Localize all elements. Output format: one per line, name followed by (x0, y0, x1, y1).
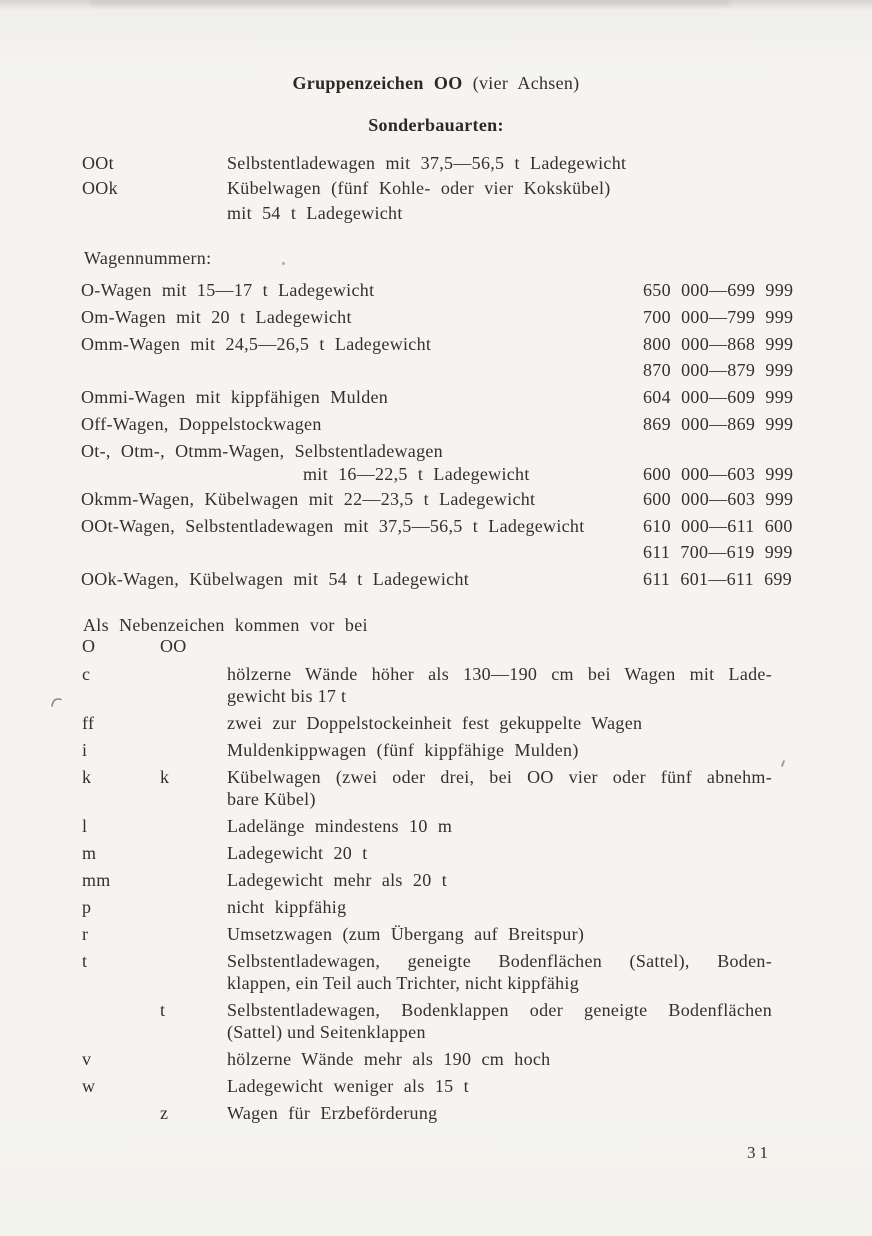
number-range-line: 600 000—603 999 (643, 464, 794, 484)
text-line: OOt-Wagen, Selbstentladewagen mit 37,5—56,5 t Ladegewicht (81, 516, 585, 536)
letter-code-o (82, 999, 160, 1043)
letter-code-oo (160, 815, 227, 837)
wagennummern-heading: Wagennummern: (84, 248, 212, 268)
number-range (643, 411, 793, 437)
letter-code-o: mm (82, 870, 111, 890)
number-range (643, 277, 793, 303)
text-line: mit 54 t Ladegewicht (227, 203, 403, 223)
letter-code-o: w (82, 1076, 96, 1096)
letter-code-o: v (82, 1049, 92, 1069)
letter-description (227, 766, 772, 810)
letter-code-o (82, 1102, 160, 1124)
page-title-regular: (vier Achsen) (462, 73, 580, 93)
wagennummern-row (81, 513, 792, 565)
letter-description (227, 999, 772, 1043)
text-line: Umsetzwagen (zum Übergang auf Breitspur) (227, 924, 585, 944)
handwritten-mark-artifact (50, 694, 63, 708)
nebenzeichen-row (82, 712, 772, 734)
text-line: Selbstentladewagen, Bodenklappen oder geneigte Bodenflächen (227, 1000, 772, 1020)
letter-code-o: i (82, 740, 88, 760)
letter-description (227, 815, 772, 837)
sonderbauart-row (82, 151, 782, 176)
text-line: Om-Wagen mit 20 t Ladegewicht (81, 307, 352, 327)
letter-code-oo (160, 950, 227, 994)
text-line: klappen, ein Teil auch Trichter, nicht kippfähig (227, 973, 580, 993)
wagon-description (81, 304, 643, 330)
text-line: Off-Wagen, Doppelstockwagen (81, 414, 322, 434)
text-line: Selbstentladewagen mit 37,5—56,5 t Ladegewicht (227, 153, 627, 173)
nebenzeichen-row (82, 739, 772, 761)
text-line: hölzerne Wände mehr als 190 cm hoch (227, 1049, 551, 1069)
wagon-description (81, 411, 643, 437)
text-line: (Sattel) und Seitenklappen (227, 1022, 426, 1042)
nebenzeichen-row (82, 950, 772, 994)
letter-code-o: r (82, 924, 89, 944)
text-line: OOk-Wagen, Kübelwagen mit 54 t Ladegewicht (81, 569, 470, 589)
number-range-line: 700 000—799 999 (643, 307, 794, 327)
letter-description (227, 896, 772, 918)
letter-code-o: ff (82, 713, 95, 733)
letter-code-oo (160, 1048, 227, 1070)
number-range-line: 600 000—603 999 (643, 489, 794, 509)
letter-code-o: c (82, 664, 91, 684)
wagon-description (81, 513, 643, 565)
number-range-line: 611 601—611 699 (643, 569, 792, 589)
wagennummern-row (81, 277, 792, 303)
nebenzeichen-row (82, 842, 772, 864)
nebenzeichen-row (82, 1048, 772, 1070)
number-range (643, 304, 793, 330)
text-line: Ommi-Wagen mit kippfähigen Mulden (81, 387, 389, 407)
number-range-line: 604 000—609 999 (643, 387, 794, 407)
letter-code-oo (160, 712, 227, 734)
letter-description (227, 950, 772, 994)
wagennummern-row (81, 411, 792, 437)
text-line: Muldenkippwagen (fünf kippfähige Mulden) (227, 740, 579, 760)
number-range-line (643, 438, 793, 464)
wagon-description (227, 176, 782, 226)
column-header-oo: OO (160, 636, 187, 656)
text-line: hölzerne Wände höher als 130—190 cm bei Wagen mit Lade- (227, 664, 772, 684)
wagon-code: OOk (82, 178, 118, 198)
number-range-line: 869 000—869 999 (643, 414, 794, 434)
wagennummern-row (81, 438, 792, 485)
letter-code-oo: t (160, 1000, 166, 1020)
text-line: O-Wagen mit 15—17 t Ladegewicht (81, 280, 375, 300)
number-range (643, 566, 792, 592)
wagennummern-table (81, 277, 792, 593)
nebenzeichen-row (82, 999, 772, 1043)
scan-smudge-artifact (90, 0, 730, 6)
letter-code-o: m (82, 843, 97, 863)
number-range (643, 384, 793, 410)
text-line: zwei zur Doppelstockeinheit fest gekuppelte Wagen (227, 713, 643, 733)
nebenzeichen-column-headers (82, 635, 187, 657)
letter-code-oo (160, 869, 227, 891)
wagon-description (81, 277, 643, 303)
sonderbauart-row (82, 176, 782, 226)
wagon-description (227, 151, 782, 176)
wagon-code: OOt (82, 153, 114, 173)
wagon-description (81, 438, 643, 485)
page-title-bold: Gruppenzeichen OO (292, 73, 463, 93)
number-range-line: 610 000—611 600 (643, 516, 793, 536)
number-range-line: 650 000—699 999 (643, 280, 794, 300)
letter-code-o: t (82, 951, 88, 971)
letter-code-oo (160, 663, 227, 707)
nebenzeichen-row (82, 663, 772, 707)
text-line: gewicht bis 17 t (227, 686, 347, 706)
text-line: Kübelwagen (zwei oder drei, bei OO vier oder fünf abnehm- (227, 767, 772, 787)
section-heading-sonderbauarten: Sonderbauarten: (368, 115, 504, 135)
letter-code-oo: z (160, 1103, 169, 1123)
letter-code-oo (160, 896, 227, 918)
wagennummern-row (81, 331, 792, 383)
wagon-description (81, 384, 643, 410)
nebenzeichen-table (82, 663, 772, 1129)
letter-code-oo (160, 923, 227, 945)
letter-description (227, 739, 772, 761)
letter-code-o: l (82, 816, 88, 836)
nebenzeichen-row (82, 766, 772, 810)
text-line: Ot-, Otm-, Otmm-Wagen, Selbstentladewagen (81, 441, 443, 461)
wagennummern-row (81, 486, 792, 512)
letter-code-oo (160, 739, 227, 761)
column-header-o: O (82, 636, 96, 656)
text-line: Ladelänge mindestens 10 m (227, 816, 453, 836)
text-line: nicht kippfähig (227, 897, 347, 917)
nebenzeichen-intro: Als Nebenzeichen kommen vor bei (83, 615, 368, 635)
wagon-description (81, 566, 643, 592)
number-range (643, 486, 793, 512)
letter-code-o: p (82, 897, 92, 917)
letter-description (227, 842, 772, 864)
nebenzeichen-row (82, 1075, 772, 1097)
letter-code-oo: k (160, 767, 170, 787)
number-range (643, 438, 793, 485)
text-line: Wagen für Erzbeförderung (227, 1103, 438, 1123)
wagennummern-row (81, 566, 792, 592)
wagennummern-row (81, 304, 792, 330)
page-title (0, 71, 872, 95)
ink-speck-artifact (781, 760, 785, 767)
ink-dot-artifact (282, 262, 285, 265)
text-line: Ladegewicht 20 t (227, 843, 368, 863)
letter-code-oo (160, 1075, 227, 1097)
nebenzeichen-row (82, 896, 772, 918)
number-range (643, 331, 793, 383)
letter-description (227, 923, 772, 945)
text-line: Ladegewicht mehr als 20 t (227, 870, 448, 890)
letter-description (227, 663, 772, 707)
page-number: 31 (747, 1143, 772, 1162)
nebenzeichen-row (82, 869, 772, 891)
letter-description (227, 1048, 772, 1070)
nebenzeichen-row (82, 923, 772, 945)
letter-description (227, 869, 772, 891)
letter-description (227, 1075, 772, 1097)
letter-code-o: k (82, 767, 92, 787)
letter-code-oo (160, 842, 227, 864)
number-range (643, 513, 793, 565)
nebenzeichen-row (82, 815, 772, 837)
text-line: Omm-Wagen mit 24,5—26,5 t Ladegewicht (81, 334, 432, 354)
number-range-line: 800 000—868 999 (643, 334, 794, 354)
text-line: Ladegewicht weniger als 15 t (227, 1076, 469, 1096)
text-line: bare Kübel) (227, 789, 316, 809)
text-line: Selbstentladewagen, geneigte Bodenflächen (Sattel), Boden- (227, 951, 772, 971)
text-line: Kübelwagen (fünf Kohle- oder vier Kokskübel) (227, 178, 611, 198)
text-line: mit 16—22,5 t Ladegewicht (303, 464, 530, 484)
letter-description (227, 712, 772, 734)
number-range-line: 611 700—619 999 (643, 542, 793, 562)
sonderbauarten-list (82, 151, 782, 226)
letter-description (227, 1102, 772, 1124)
text-line: Okmm-Wagen, Kübelwagen mit 22—23,5 t Ladegewicht (81, 489, 536, 509)
wagon-description (81, 331, 643, 383)
number-range-line: 870 000—879 999 (643, 360, 794, 380)
wagennummern-row (81, 384, 792, 410)
wagon-description (81, 486, 643, 512)
nebenzeichen-row (82, 1102, 772, 1124)
